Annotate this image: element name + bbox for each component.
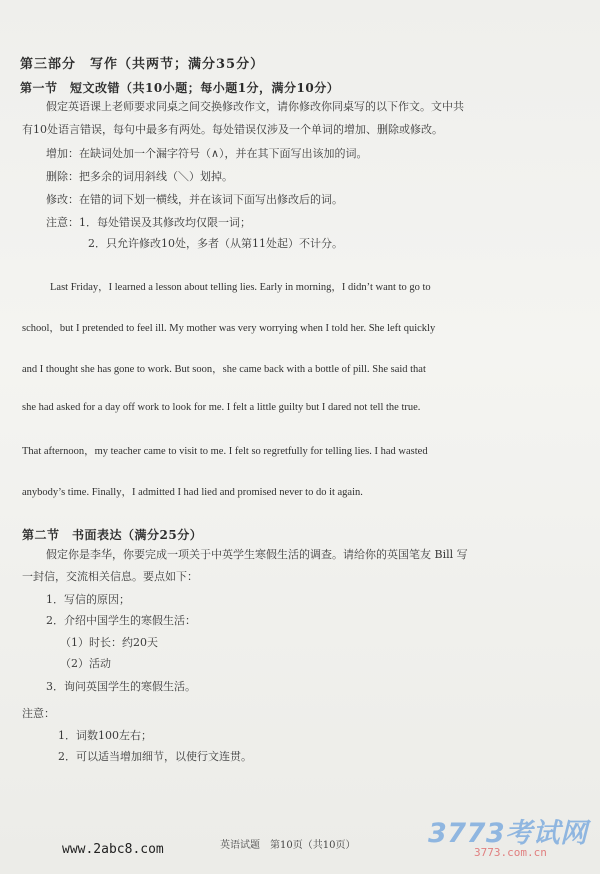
instruction-line: 有10处语言错误，每句中最多有两处。每处错误仅涉及一个单词的增加、删除或修改。 (22, 123, 443, 136)
page-number: 英语试题 第10页（共10页） (220, 840, 356, 851)
writing-task-line: 2．介绍中国学生的寒假生活： (46, 614, 196, 627)
writing-task-line: 假定你是李华，你要完成一项关于中英学生寒假生活的调查。请给你的英国笔友 Bill 写 (46, 548, 468, 561)
site-logo: 3773考试网 (428, 818, 588, 849)
essay-line: Last Friday，I learned a lesson about telling lies. Early in morning，I didn’t want to go to (50, 282, 431, 293)
section1-title: 第一节 短文改错（共10小题；每小题1分，满分10分） (20, 81, 340, 95)
instruction-line: 注意：1．每处错误及其修改均仅限一词； (46, 216, 251, 229)
essay-line: school，but I pretended to feel ill. My mother was very worrying when I told her. She left quickly (22, 323, 436, 334)
instruction-line: 删除：把多余的词用斜线（＼）划掉。 (46, 170, 233, 183)
essay-line: and I thought she has gone to work. But soon，she came back with a bottle of pill. She said that (22, 364, 426, 375)
writing-task-line: （1）时长：约20天 (60, 636, 158, 649)
instruction-line: 修改：在错的词下划一横线，并在该词下面写出修改后的词。 (46, 193, 343, 206)
note-line: 2．可以适当增加细节，以使行文连贯。 (58, 750, 252, 763)
part-heading: 第三部分 写作（共两节；满分35分） (20, 57, 265, 72)
writing-task-line: 1．写信的原因； (46, 593, 130, 606)
essay-line: That afternoon，my teacher came to visit to me. I felt so regretfully for telling lies. I had wasted (22, 446, 428, 457)
website-watermark: www.2abc8.com (62, 842, 164, 857)
instruction-line: 假定英语课上老师要求同桌之间交换修改作文，请你修改你同桌写的以下作文。文中共 (46, 100, 464, 113)
essay-line: she had asked for a day off work to look for me. I felt a little guilty but I dared not tell the true. (22, 402, 421, 413)
essay-line: anybody’s time. Finally，I admitted I had lied and promised never to do it again. (22, 487, 363, 498)
note-heading: 注意： (22, 707, 55, 720)
note-line: 1．词数100左右； (58, 729, 152, 742)
writing-task-line: （2）活动 (60, 657, 111, 670)
site-logo-url: 3773.com.cn (474, 846, 547, 859)
writing-task-line: 3．询问英国学生的寒假生活。 (46, 680, 196, 693)
instruction-line: 2．只允许修改10处，多者（从第11处起）不计分。 (88, 237, 343, 250)
section2-title: 第二节 书面表达（满分25分） (22, 528, 203, 542)
writing-task-line: 一封信，交流相关信息。要点如下： (22, 570, 198, 583)
instruction-line: 增加：在缺词处加一个漏字符号（∧），并在其下面写出该加的词。 (46, 147, 368, 160)
